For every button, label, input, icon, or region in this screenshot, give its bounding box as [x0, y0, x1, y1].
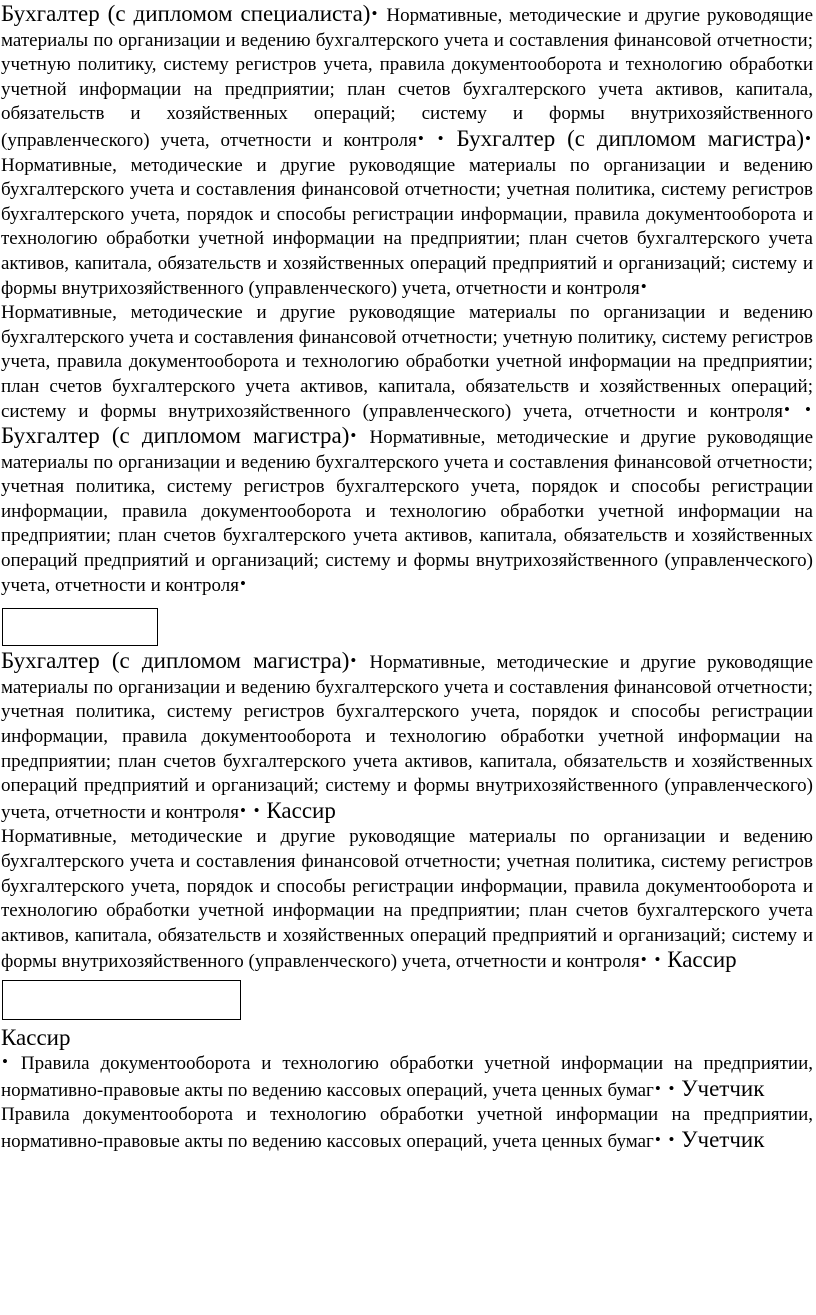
bullet-icon: •	[253, 800, 260, 820]
master-requirements: Нормативные, методические и другие руководящие материалы по организации и ведению бухгалтерского учета и составления финансовой отчетности; учетная политика, систему регистров бухгалтерского учета, порядок и способы регистрации информации, правила документооборота и технологию обработки учетной информации на предприятии; план счетов бухгалтерского учета активов, капитала, обязательств и хозяйственных операций предприятий и организаций; систему и формы внутрихозяйственного (управленческого) учета, отчетности и контроля	[1, 826, 813, 973]
bullet-icon: •	[654, 1129, 661, 1149]
bullet-icon: •	[654, 1078, 661, 1098]
empty-answer-box	[2, 980, 241, 1020]
role-clerk: Учетчик	[681, 1075, 765, 1101]
role-clerk: Учетчик	[681, 1126, 765, 1152]
role-heading-cashier: Кассир	[1, 1024, 71, 1050]
specialist-requirements: Нормативные, методические и другие руководящие материалы по организации и ведению бухгалтерского учета и составления финансовой отчетности; учетную политику, систему регистров учета, правила документооборота и технологию обработки учетной информации на предприятии; план счетов бухгалтерского учета активов, капитала, обязательств и хозяйственных операций; систему и формы внутрихозяйственного (управленческого) учета, отчетности и контроля	[1, 302, 813, 422]
matching-paragraph-1	[1, 2, 813, 301]
bullet-icon: •	[417, 128, 424, 148]
bullet-icon: •	[640, 950, 647, 970]
matching-paragraph-6	[1, 1103, 813, 1154]
bullet-icon: •	[640, 276, 647, 296]
matching-paragraph-2	[1, 301, 813, 598]
bullet-icon: •	[371, 4, 378, 23]
bullet-icon: •	[784, 399, 790, 419]
master-requirements: Нормативные, методические и другие руководящие материалы по организации и ведению бухгалтерского учета и составления финансовой отчетности; учетная политика, систему регистров бухгалтерского учета, порядок и способы регистрации информации, правила документооборота и технологию обработки учетной информации на предприятии; план счетов бухгалтерского учета активов, капитала, обязательств и хозяйственных операций предприятий и организаций; систему и формы внутрихозяйственного (управленческого) учета, отчетности и контроля	[1, 154, 813, 299]
bullet-icon: •	[350, 651, 357, 671]
bullet-icon: •	[437, 128, 444, 148]
role-master: Бухгалтер (с дипломом магистра)	[456, 125, 805, 151]
bullet-icon: •	[239, 800, 246, 820]
specialist-requirements: Нормативные, методические и другие руководящие материалы по организации и ведению бухгалтерского учета и составления финансовой отчетности; учетную политику, систему регистров учета, правила документооборота и технологию обработки учетной информации на предприятии; план счетов бухгалтерского учета активов, капитала, обязательств и хозяйственных операций; систему и формы внутрихозяйственного (управленческого) учета, отчетности и контроля	[1, 5, 814, 151]
bullet-icon: •	[805, 128, 811, 148]
role-master: Бухгалтер (с дипломом магистра)	[1, 648, 350, 674]
master-requirements: Нормативные, методические и другие руководящие материалы по организации и ведению бухгалтерского учета и составления финансовой отчетности; учетная политика, систему регистров бухгалтерского учета, порядок и способы регистрации информации, правила документооборота и технологию обработки учетной информации на предприятии; план счетов бухгалтерского учета активов, капитала, обязательств и хозяйственных операций предприятий и организаций; систему и формы внутрихозяйственного (управленческого) учета, отчетности и контроля	[1, 652, 814, 823]
empty-answer-box	[2, 608, 158, 646]
cashier-requirements: Правила документооборота и технологию обработки учетной информации на предприятии, нормативно-правовые акты по ведению кассовых операций, учета ценных бумаг	[1, 1104, 813, 1152]
role-specialist: Бухгалтер (с дипломом специалиста)	[1, 1, 371, 26]
master-requirements: Нормативные, методические и другие руководящие материалы по организации и ведению бухгалтерского учета и составления финансовой отчетности; учетная политика, систему регистров бухгалтерского учета, порядок и способы регистрации информации, правила документооборота и технологию обработки учетной информации на предприятии; план счетов бухгалтерского учета активов, капитала, обязательств и хозяйственных операций предприятий и организаций; систему и формы внутрихозяйственного (управленческого) учета, отчетности и контроля	[1, 427, 814, 596]
document-page	[0, 2, 816, 1154]
bullet-icon: •	[350, 426, 357, 446]
bullet-icon: •	[239, 573, 246, 593]
cashier-requirements: Правила документооборота и технологию обработки учетной информации на предприятии, нормативно-правовые акты по ведению кассовых операций, учета ценных бумаг	[1, 1052, 814, 1101]
matching-paragraph-5	[1, 1052, 813, 1103]
matching-paragraph-4	[1, 825, 813, 975]
role-cashier: Кассир	[266, 797, 336, 823]
bullet-icon: •	[805, 399, 811, 419]
bullet-icon: •	[668, 1078, 675, 1098]
bullet-icon: •	[2, 1051, 8, 1071]
matching-paragraph-3	[1, 649, 813, 825]
bullet-icon: •	[654, 950, 661, 970]
role-cashier: Кассир	[667, 947, 737, 973]
bullet-icon: •	[668, 1129, 675, 1149]
role-master: Бухгалтер (с дипломом магистра)	[1, 423, 350, 449]
